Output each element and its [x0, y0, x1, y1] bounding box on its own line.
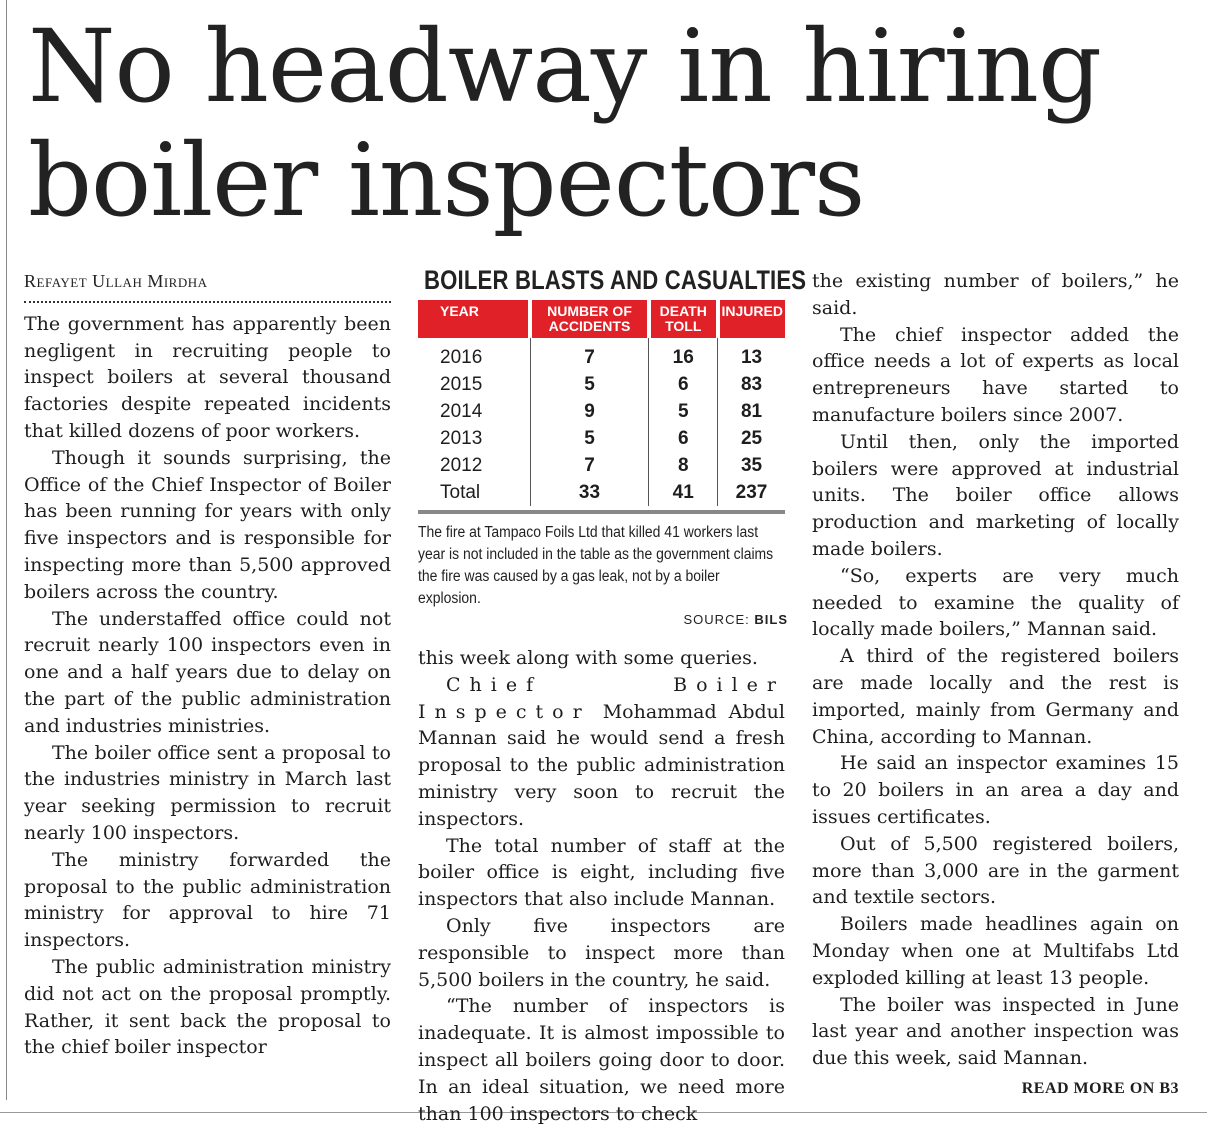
header-accidents: NUMBER OF ACCIDENTS	[530, 300, 649, 338]
table-row	[418, 398, 785, 425]
paragraph: The boiler office sent a proposal to the industries ministry in March last year seeking permission to recruit nearly 100 inspectors.	[24, 741, 391, 844]
cell-year: 2015	[440, 373, 483, 395]
cell-accidents: 9	[530, 398, 649, 425]
source-name: BILS	[754, 612, 788, 627]
left-column-rule	[6, 0, 7, 1100]
source-credit	[684, 612, 788, 627]
paragraph: The government has apparently been negligent in recruiting people to inspect boilers at several thousand factories despite repeated incidents that killed dozens of poor workers.	[24, 312, 391, 442]
paragraph: Out of 5,500 registered boilers, more than 3,000 are in the garment and textile sectors.	[812, 832, 1179, 909]
table-row	[418, 371, 785, 398]
infobox-title: BOILER BLASTS AND CASUALTIES	[424, 265, 807, 295]
table-row	[418, 479, 785, 506]
cell-accidents: 5	[530, 425, 649, 452]
table-row	[418, 452, 785, 479]
cell-accidents: 7	[530, 344, 649, 371]
paragraph: The understaffed office could not recruit nearly 100 inspectors even in one and a half years due to delay on the part of the public administration and industries ministries.	[24, 607, 391, 737]
cell-year: Total	[440, 481, 481, 503]
cell-accidents: 5	[530, 371, 649, 398]
source-label: SOURCE:	[683, 612, 750, 627]
header-death-toll: DEATH TOLL	[649, 300, 718, 338]
cell-deaths: 8	[649, 452, 718, 479]
paragraph-continued: this week along with some queries.	[418, 647, 758, 669]
paragraph: A third of the registered boilers are made locally and the rest is imported, mainly from Germany and China, according to Mannan.	[812, 645, 1179, 748]
table-header-row	[418, 300, 785, 338]
cell-injured: 13	[718, 344, 785, 371]
cell-deaths: 16	[649, 344, 718, 371]
cell-deaths: 5	[649, 398, 718, 425]
cell-year: 2014	[440, 400, 483, 422]
headline: No headway in hiring boiler inspectors	[28, 8, 1101, 239]
byline-divider	[24, 301, 391, 303]
paragraph: “The number of inspectors is inadequate. It is almost impossible to inspect all boilers going door to door. In an ideal situation, we need more than 100 inspectors to check	[418, 995, 785, 1125]
paragraph: “So, experts are very much needed to examine the quality of locally made boilers,” Mannan said.	[812, 564, 1179, 641]
header-injured: INJURED	[718, 300, 785, 338]
paragraph	[418, 672, 785, 833]
cell-injured: 237	[718, 479, 785, 506]
title-line: Chief Boiler Inspector	[418, 673, 785, 723]
paragraph: The total number of staff at the boiler office is eight, including five inspectors that also include Mannan.	[418, 834, 785, 911]
cell-injured: 35	[718, 452, 785, 479]
paragraph-continued: the existing number of boilers,” he said.	[812, 270, 1179, 319]
cell-accidents: 33	[530, 479, 649, 506]
paragraph: Boilers made headlines again on Monday when one at Multifabs Ltd exploded killing at least 13 people.	[812, 913, 1179, 989]
casualties-table	[418, 300, 785, 506]
paragraph: The public administration ministry did not act on the proposal promptly. Rather, it sent back the proposal to the chief boiler inspector	[24, 955, 391, 1059]
paragraph: The boiler was inspected in June last year and another inspection was due this week, said Mannan.	[812, 993, 1179, 1070]
cell-year: 2013	[440, 427, 483, 449]
column-3	[812, 268, 1179, 1103]
cell-injured: 83	[718, 371, 785, 398]
header-year: YEAR	[418, 300, 530, 338]
cell-year: 2016	[440, 346, 483, 368]
cell-deaths: 41	[649, 479, 718, 506]
paragraph-rest: Mohammad Abdul Mannan said he would send a fresh proposal to the public administration ministry very soon to recruit the inspectors.	[418, 700, 785, 830]
cell-injured: 81	[718, 398, 785, 425]
table-row	[418, 425, 785, 452]
paragraph: The ministry forwarded the proposal to the public administration ministry for approval to hire 71 inspectors.	[24, 848, 391, 952]
cell-accidents: 7	[530, 452, 649, 479]
infobox-note: The fire at Tampaco Foils Ltd that killed 41 workers last year is not included in the table as the government claims the fire was caused by a gas leak, not by a boiler explosion.	[418, 524, 774, 607]
table-body	[418, 338, 785, 506]
paragraph: He said an inspector examines 15 to 20 boilers in an area a day and issues certificates.	[812, 752, 1179, 828]
paragraph: The chief inspector added the office needs a lot of experts as local entrepreneurs have started to manufacture boilers since 2007.	[812, 323, 1179, 426]
casualties-infobox	[418, 265, 807, 627]
paragraph: Though it sounds surprising, the Office of the Chief Inspector of Boiler has been running for years with only five inspectors and is responsible for inspecting more than 5,500 approved boilers across the country.	[24, 446, 391, 603]
column-1	[24, 268, 391, 1061]
cell-deaths: 6	[649, 425, 718, 452]
byline: Refayet Ullah Mirdha	[24, 271, 208, 291]
cell-injured: 25	[718, 425, 785, 452]
cell-year: 2012	[440, 454, 483, 476]
paragraph: Until then, only the imported boilers were approved at industrial units. The boiler office allows production and marketing of locally made boilers.	[812, 430, 1179, 560]
paragraph: Only five inspectors are responsible to inspect more than 5,500 boilers in the country, he said.	[418, 914, 785, 991]
column-2	[418, 645, 785, 1127]
table-bottom-rule	[418, 510, 785, 514]
table-row	[418, 344, 785, 371]
cell-deaths: 6	[649, 371, 718, 398]
read-more-link[interactable]: READ MORE ON B3	[1021, 1079, 1179, 1097]
